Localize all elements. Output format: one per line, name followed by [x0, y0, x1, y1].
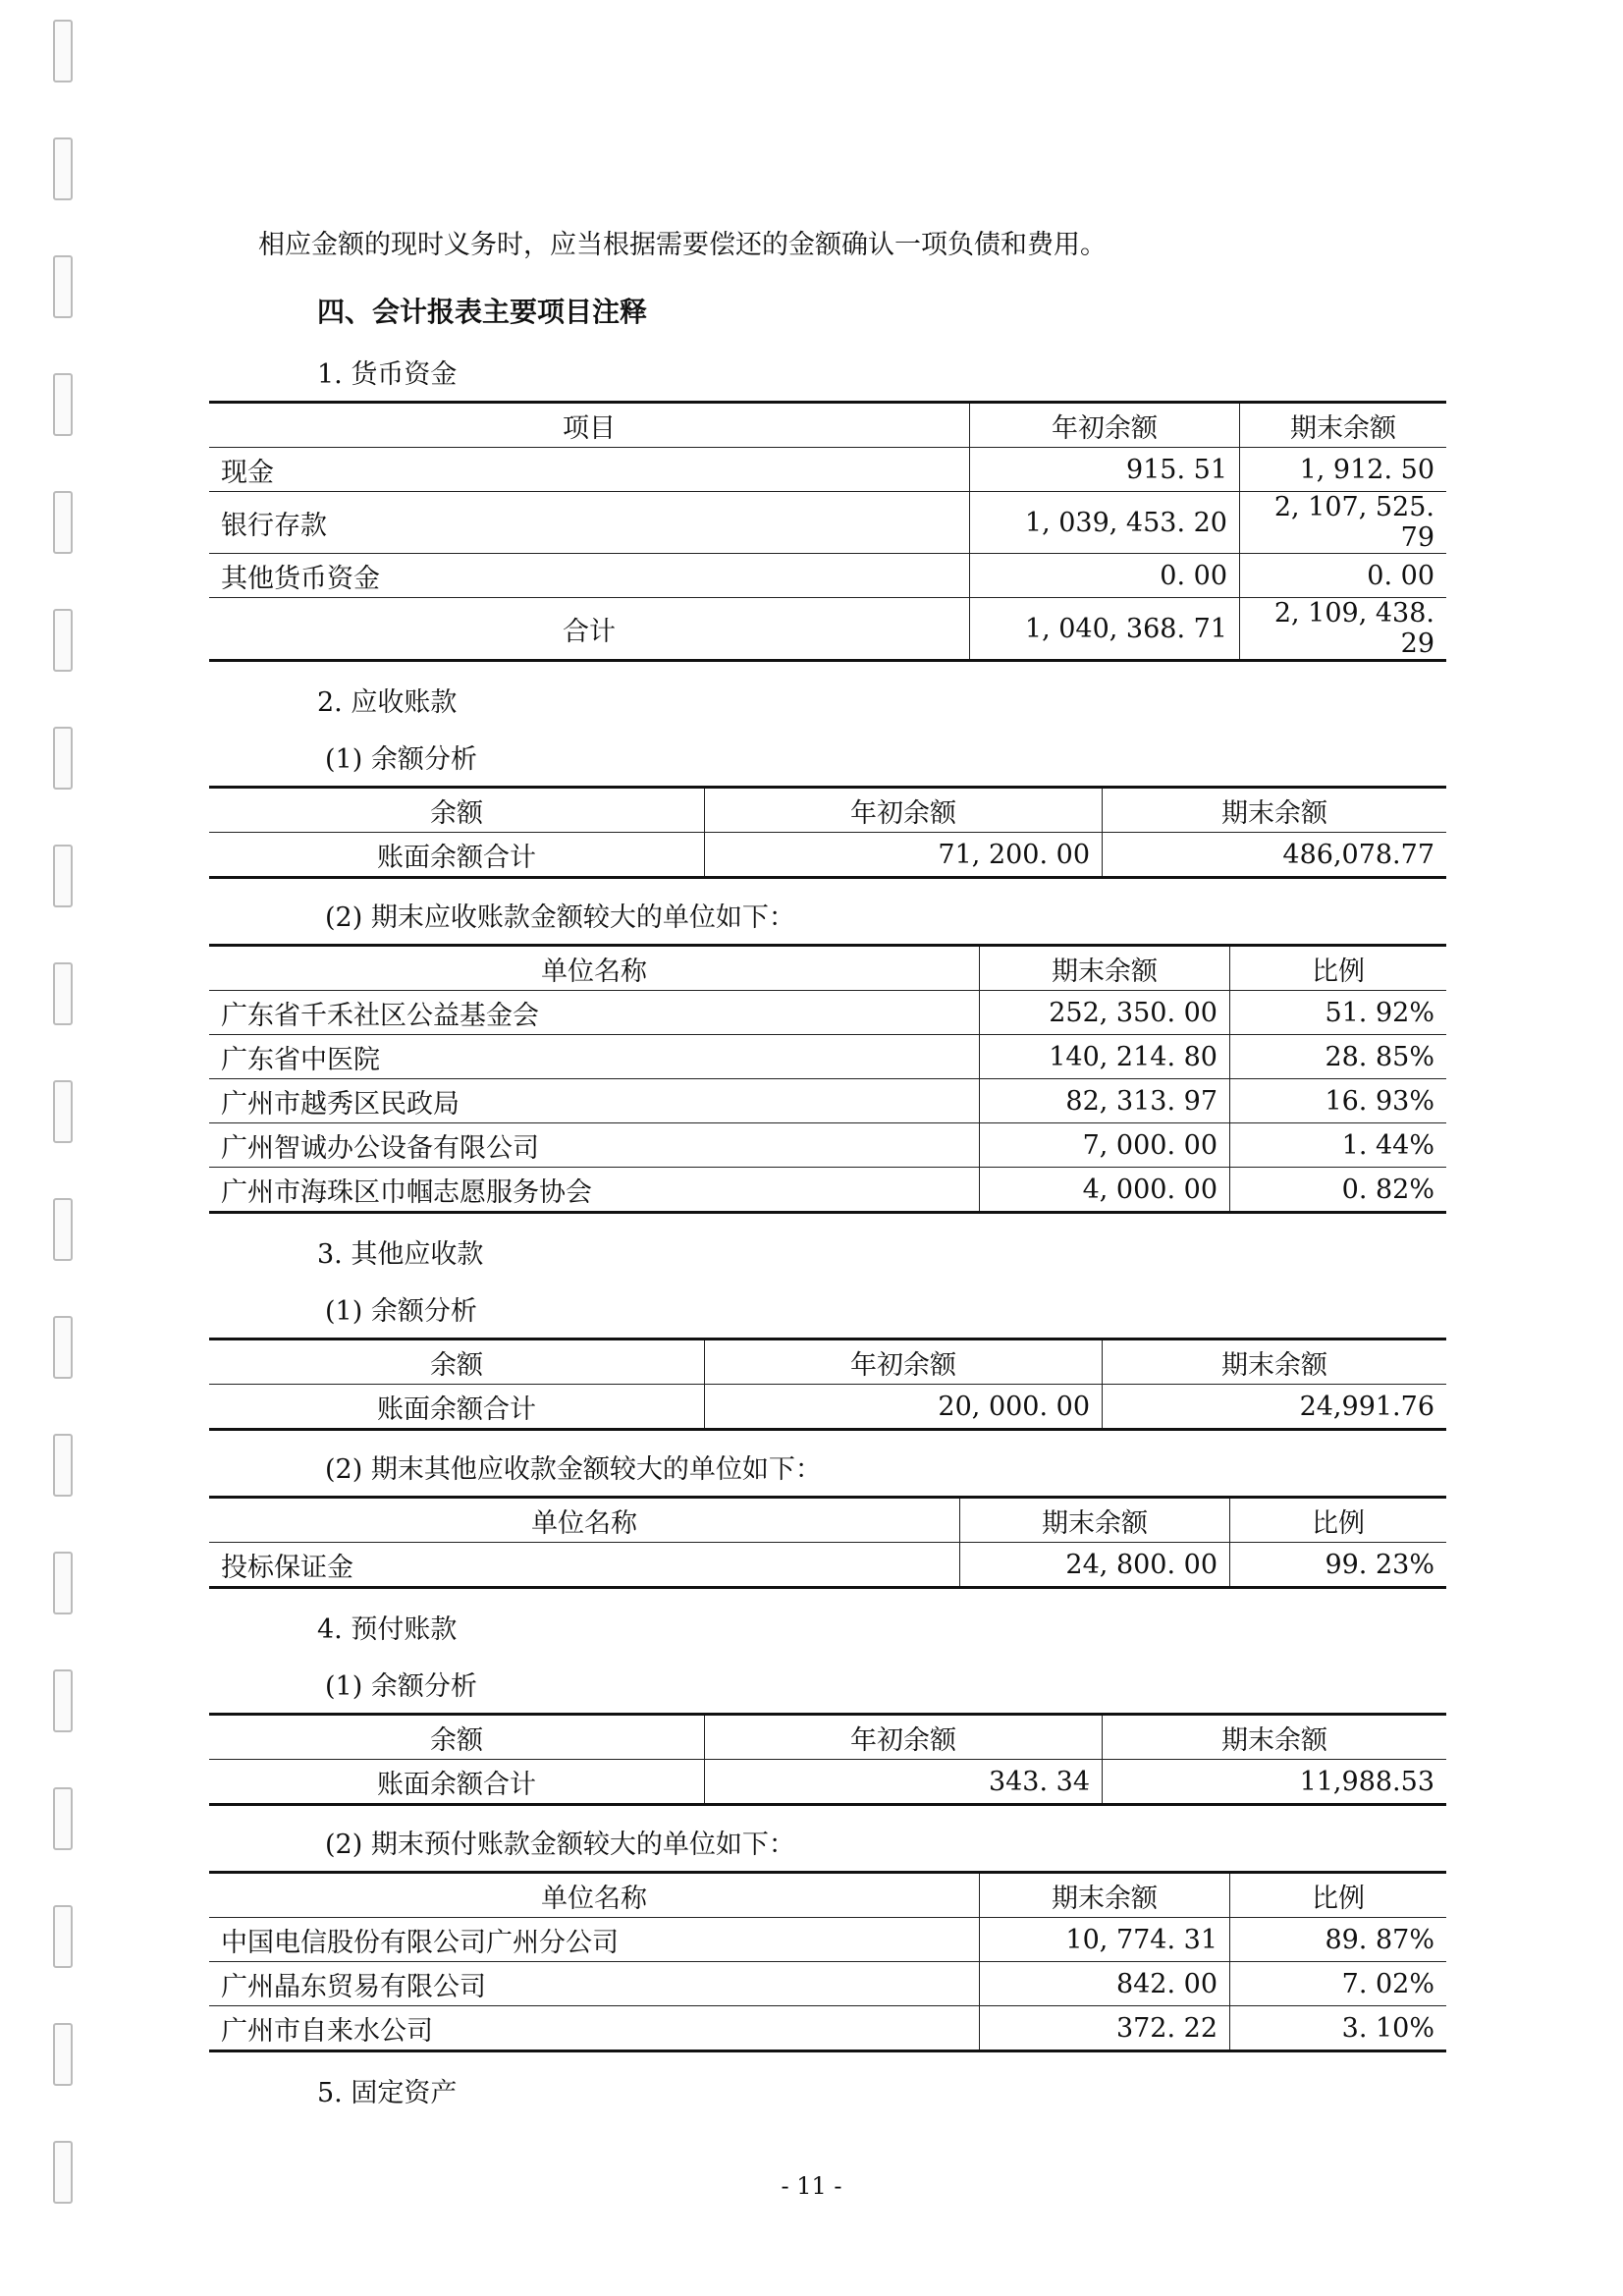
prepayments-sub1: (1) 余额分析	[325, 1671, 477, 1702]
table-cell: 842. 00	[980, 1962, 1230, 2006]
table-cell: 89. 87%	[1230, 1918, 1447, 1962]
column-header: 期末余额	[960, 1498, 1230, 1543]
table-row	[209, 833, 1446, 878]
other-receivables-title: 3. 其他应收款	[317, 1239, 484, 1270]
column-header: 余额	[209, 1339, 705, 1385]
table-total-row	[209, 598, 1446, 661]
column-header: 比例	[1230, 946, 1447, 991]
receivables-detail-table	[209, 944, 1446, 1214]
column-header: 余额	[209, 788, 705, 833]
table-row	[209, 1543, 1446, 1588]
binding-hole	[53, 1434, 73, 1497]
table-cell: 账面余额合计	[209, 833, 705, 878]
table-row	[209, 554, 1446, 598]
binding-hole	[53, 137, 73, 200]
cash-title: 1. 货币资金	[317, 359, 458, 390]
table-cell: 广州晶东贸易有限公司	[209, 1962, 980, 2006]
table-cell: 广州市海珠区巾帼志愿服务协会	[209, 1168, 980, 1213]
table-cell: 中国电信股份有限公司广州分公司	[209, 1918, 980, 1962]
table-row	[209, 1760, 1446, 1805]
table-cell: 71, 200. 00	[705, 833, 1103, 878]
table-cell: 0. 82%	[1230, 1168, 1447, 1213]
column-header: 余额	[209, 1715, 705, 1760]
column-header: 期末余额	[1240, 403, 1447, 448]
binding-hole	[53, 845, 73, 907]
table-cell: 343. 34	[705, 1760, 1103, 1805]
table-row	[209, 1962, 1446, 2006]
column-header: 比例	[1230, 1498, 1447, 1543]
prepayments-detail-table	[209, 1871, 1446, 2052]
column-header: 年初余额	[705, 1715, 1103, 1760]
page-content	[209, 226, 1446, 2119]
column-header: 期末余额	[1103, 788, 1447, 833]
column-header: 期末余额	[980, 1873, 1230, 1918]
receivables-sub1: (1) 余额分析	[325, 744, 477, 775]
table-cell: 140, 214. 80	[980, 1035, 1230, 1079]
binding-hole	[53, 1552, 73, 1614]
table-cell: 2, 109, 438. 29	[1240, 598, 1447, 661]
binding-hole	[53, 962, 73, 1025]
table-cell: 广州市越秀区民政局	[209, 1079, 980, 1123]
table-cell: 20, 000. 00	[705, 1385, 1103, 1430]
table-header-row	[209, 403, 1446, 448]
table-cell: 0. 00	[970, 554, 1240, 598]
column-header: 期末余额	[1103, 1715, 1447, 1760]
table-cell: 1, 039, 453. 20	[970, 492, 1240, 554]
table-cell: 账面余额合计	[209, 1760, 705, 1805]
table-cell: 1. 44%	[1230, 1123, 1447, 1168]
binding-hole	[53, 491, 73, 554]
table-cell: 广州市自来水公司	[209, 2006, 980, 2051]
table-cell: 16. 93%	[1230, 1079, 1447, 1123]
table-header-row	[209, 1715, 1446, 1760]
table-cell: 账面余额合计	[209, 1385, 705, 1430]
table-cell: 4, 000. 00	[980, 1168, 1230, 1213]
table-cell: 广东省中医院	[209, 1035, 980, 1079]
prepayments-balance-table	[209, 1713, 1446, 1806]
binding-hole	[53, 1316, 73, 1379]
binding-hole	[53, 1787, 73, 1850]
cash-table	[209, 401, 1446, 662]
other-receivables-detail-table	[209, 1496, 1446, 1589]
table-cell: 银行存款	[209, 492, 970, 554]
table-row	[209, 1035, 1446, 1079]
table-cell: 1, 040, 368. 71	[970, 598, 1240, 661]
column-header: 项目	[209, 403, 970, 448]
table-cell: 24,991.76	[1103, 1385, 1447, 1430]
binding-hole	[53, 1080, 73, 1143]
column-header: 年初余额	[970, 403, 1240, 448]
table-row	[209, 448, 1446, 492]
page-number: - 11 -	[781, 2172, 842, 2200]
table-header-row	[209, 1873, 1446, 1918]
binding-holes	[47, 20, 77, 2278]
table-row	[209, 1385, 1446, 1430]
table-row	[209, 2006, 1446, 2051]
intro-paragraph: 相应金额的现时义务时，应当根据需要偿还的金额确认一项负债和费用。	[258, 230, 1107, 260]
column-header: 单位名称	[209, 1873, 980, 1918]
table-cell: 2, 107, 525. 79	[1240, 492, 1447, 554]
receivables-title: 2. 应收账款	[317, 687, 458, 718]
table-cell: 广州智诚办公设备有限公司	[209, 1123, 980, 1168]
binding-hole	[53, 727, 73, 790]
table-row	[209, 492, 1446, 554]
table-row	[209, 1918, 1446, 1962]
binding-hole	[53, 255, 73, 318]
table-cell: 0. 00	[1240, 554, 1447, 598]
binding-hole	[53, 609, 73, 672]
fixed-assets-title: 5. 固定资产	[317, 2078, 458, 2108]
prepayments-title: 4. 预付账款	[317, 1614, 458, 1645]
table-header-row	[209, 946, 1446, 991]
table-row	[209, 1123, 1446, 1168]
column-header: 单位名称	[209, 946, 980, 991]
table-cell: 99. 23%	[1230, 1543, 1447, 1588]
table-header-row	[209, 788, 1446, 833]
table-cell: 广东省千禾社区公益基金会	[209, 991, 980, 1035]
table-row	[209, 1079, 1446, 1123]
section-title: 四、会计报表主要项目注释	[317, 296, 648, 328]
table-cell: 28. 85%	[1230, 1035, 1447, 1079]
column-header: 年初余额	[705, 1339, 1103, 1385]
prepayments-sub2: (2) 期末预付账款金额较大的单位如下：	[325, 1830, 795, 1860]
table-cell: 915. 51	[970, 448, 1240, 492]
other-receivables-sub2: (2) 期末其他应收款金额较大的单位如下：	[325, 1454, 822, 1485]
table-cell: 其他货币资金	[209, 554, 970, 598]
table-cell: 1, 912. 50	[1240, 448, 1447, 492]
table-cell: 3. 10%	[1230, 2006, 1447, 2051]
receivables-balance-table	[209, 786, 1446, 879]
table-cell: 24, 800. 00	[960, 1543, 1230, 1588]
binding-hole	[53, 1905, 73, 1968]
binding-hole	[53, 1669, 73, 1732]
binding-hole	[53, 20, 73, 82]
column-header: 比例	[1230, 1873, 1447, 1918]
table-cell: 现金	[209, 448, 970, 492]
table-cell: 372. 22	[980, 2006, 1230, 2051]
binding-hole	[53, 373, 73, 436]
table-row	[209, 991, 1446, 1035]
table-cell: 7, 000. 00	[980, 1123, 1230, 1168]
table-cell: 51. 92%	[1230, 991, 1447, 1035]
column-header: 单位名称	[209, 1498, 960, 1543]
table-cell: 11,988.53	[1103, 1760, 1447, 1805]
table-header-row	[209, 1498, 1446, 1543]
table-cell: 10, 774. 31	[980, 1918, 1230, 1962]
receivables-sub2: (2) 期末应收账款金额较大的单位如下：	[325, 902, 795, 933]
column-header: 期末余额	[1103, 1339, 1447, 1385]
binding-hole	[53, 2023, 73, 2086]
table-header-row	[209, 1339, 1446, 1385]
table-row	[209, 1168, 1446, 1213]
table-cell: 7. 02%	[1230, 1962, 1447, 2006]
other-receivables-sub1: (1) 余额分析	[325, 1296, 477, 1327]
table-cell: 252, 350. 00	[980, 991, 1230, 1035]
table-cell: 486,078.77	[1103, 833, 1447, 878]
column-header: 年初余额	[705, 788, 1103, 833]
table-cell: 投标保证金	[209, 1543, 960, 1588]
table-cell: 82, 313. 97	[980, 1079, 1230, 1123]
table-cell: 合计	[209, 598, 970, 661]
binding-hole	[53, 1198, 73, 1261]
other-receivables-balance-table	[209, 1338, 1446, 1431]
column-header: 期末余额	[980, 946, 1230, 991]
